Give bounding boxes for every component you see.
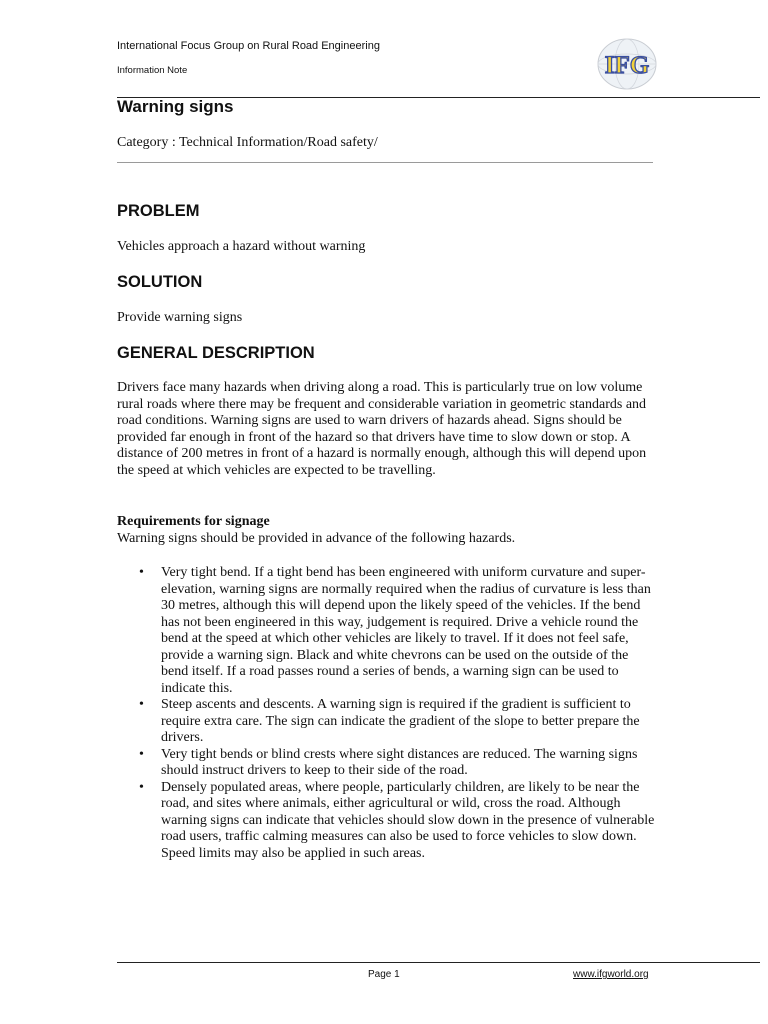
category-line: Category : Technical Information/Road safety/ (117, 135, 378, 150)
list-item (139, 565, 659, 697)
page-number: Page 1 (368, 969, 400, 980)
requirements-heading: Requirements for signage (117, 514, 270, 529)
bullet-icon: • (139, 565, 144, 580)
bullet-icon: • (139, 746, 144, 762)
list-item-text: Very tight bends or blind crests where sight distances are reduced. The warning signs should instruct drivers to keep to their side of the road. (161, 746, 638, 778)
list-item (139, 747, 659, 780)
header-note-type: Information Note (117, 65, 188, 76)
bullet-icon: • (139, 697, 144, 712)
bullet-icon: • (139, 779, 144, 795)
list-item (139, 697, 659, 747)
solution-heading: SOLUTION (117, 273, 203, 291)
requirements-section (117, 514, 657, 547)
ifg-logo-text: IFG (604, 52, 650, 79)
solution-text: Provide warning signs (117, 310, 243, 325)
footer-divider (117, 962, 760, 963)
category-divider (117, 162, 653, 163)
problem-heading: PROBLEM (117, 202, 200, 220)
website-link[interactable]: www.ifgworld.org (573, 969, 649, 980)
list-item-text: Densely populated areas, where people, particularly children, are likely to be near the road, and sites where animals, either agricultural or wild, cross the road. Although warning signs can indicate that vehicles should slow down in the presence of vulnerable road users, traffic calming measures can also be used to force vehicles to slow down. Speed limits may also be applied in such areas. (161, 779, 655, 861)
hazard-list (139, 565, 659, 862)
header-organization: International Focus Group on Rural Road Engineering (117, 40, 380, 52)
page-title: Warning signs (117, 97, 234, 116)
requirements-intro: Warning signs should be provided in advance of the following hazards. (117, 530, 516, 546)
general-description-text: Drivers face many hazards when driving along a road. This is particularly true on low volume rural roads where there may be frequent and considerable variation in geometric standards and road conditions. Warning signs are used to warn drivers of hazards ahead. Signs should be provided far enough in front of the hazard so that drivers have time to slow down or stop. A distance of 200 metres in front of a hazard is normally enough, although this will depend upon the speed at which vehicles are expected to be travelling. (117, 380, 647, 478)
list-item-text: Steep ascents and descents. A warning sign is required if the gradient is sufficient to require extra care. The sign can indicate the gradient of the slope to better prepare the drivers. (161, 697, 640, 745)
general-description-heading: GENERAL DESCRIPTION (117, 344, 315, 362)
list-item (139, 780, 659, 863)
ifg-logo (593, 36, 661, 92)
problem-text: Vehicles approach a hazard without warning (117, 239, 366, 254)
list-item-text: Very tight bend. If a tight bend has been engineered with uniform curvature and super-elevation, warning signs are normally required when the radius of curvature is less than 30 metres, although this will depend upon the likely speed of the vehicles. If the bend has not been engineered in this way, judgement is required. Drive a vehicle round the bend at the speed at which other vehicles are likely to travel. If it does not feel safe, provide a warning sign. Black and white chevrons can be used on the outside of the bend itself. If a road passes round a series of bends, a warning sign can be used to indicate this. (161, 565, 651, 696)
ifg-logo-graphic (593, 36, 661, 92)
